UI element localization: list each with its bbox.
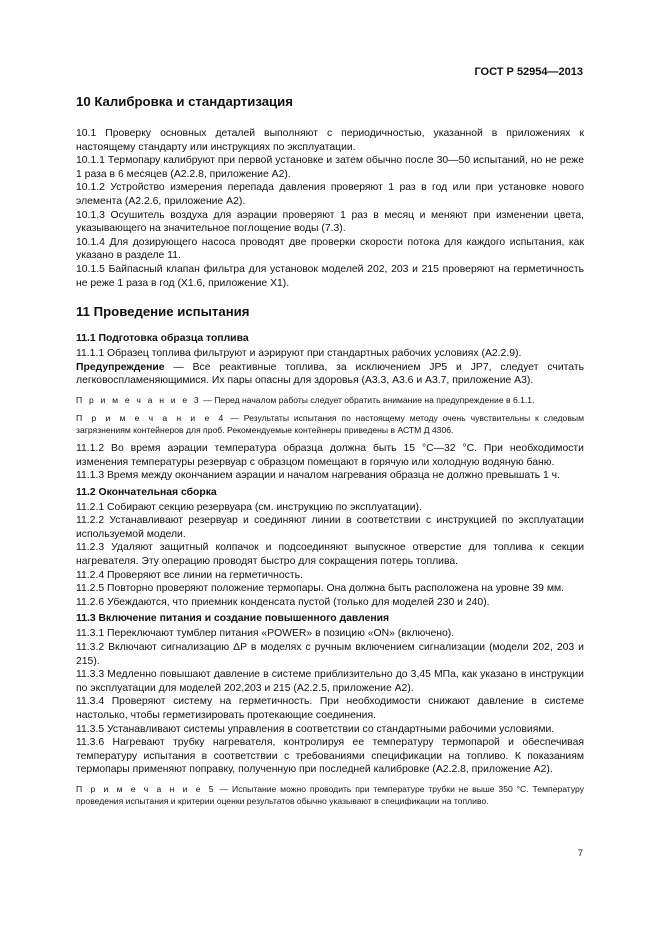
note-5-text: — Испытание можно проводить при температуре трубки не выше 350 °С. Температуру проведения испытания и критерии оценки результатов обычно указывают в спецификации на топливо. xyxy=(76,783,584,806)
section-10-title: 10 Калибровка и стандартизация xyxy=(76,94,293,109)
paragraph-11-2-6: 11.2.6 Убеждаются, что приемник конденсата пустой (только для моделей 230 и 240). xyxy=(76,596,490,608)
paragraph-11-3-3: 11.3.3 Медленно повышают давление в системе приблизительно до 3,45 МПа, как указано в инструкции по эксплуатации для моделей 202,203 и 215 (А2.2.5, приложение А2). xyxy=(76,669,584,694)
paragraph-11-1-3: 11.1.3 Время между окончанием аэрации и началом нагревания образца не должно превышать 1 ч. xyxy=(76,470,560,482)
paragraph-10-1-5: 10.1.5 Байпасный клапан фильтра для установок моделей 202, 203 и 215 проверяют на герметичность не реже 1 раза в год (Х1.6, приложение Х1). xyxy=(76,263,584,289)
paragraph-10-1-3: 10.1.3 Осушитель воздуха для аэрации проверяют 1 раз в месяц и меняют при изменении цвета, указывающего на значительное поглощение воды (7.3). xyxy=(76,209,584,235)
note-3-label: П р и м е ч а н и е 3 xyxy=(76,394,201,405)
paragraph-11-2-3: 11.2.3 Удаляют защитный колпачок и подсоединяют выпускное отверстие для топлива к секции нагревателя. Эту операцию проводят быстро для сокращения потерь топлива. xyxy=(76,542,584,568)
paragraph-10-1-1: 10.1.1 Термопару калибруют при первой установке и затем обычно после 30—50 испытаний, но не реже 1 раза в 6 месяцев (А2.2.8, приложение А2). xyxy=(76,155,584,180)
warning-label: Предупреждение xyxy=(76,361,165,373)
paragraph-11-2-4: 11.2.4 Проверяют все линии на герметичность. xyxy=(76,569,303,581)
page-number: 7 xyxy=(577,848,583,859)
paragraph-11-1-2: 11.1.2 Во время аэрации температура образца должна быть 15 °С—32 °С. При необходимости изменения температуры резервуар с образцом помещают в горячую или холодную водяную баню. xyxy=(76,442,584,468)
warning-paragraph xyxy=(76,361,584,388)
page-content xyxy=(76,92,584,807)
paragraph-10-1-4: 10.1.4 Для дозирующего насоса проводят две проверки скорости потока для каждого испытания, как указано в разделе 11. xyxy=(76,236,584,262)
note-4-text: — Результаты испытания по настоящему методу очень чувствительны к следовым загрязнениям контейнеров для проб. Рекомендуемые контейнеры приведены в АСТМ Д 4306. xyxy=(76,412,584,435)
subsection-11-1-title: 11.1 Подготовка образца топлива xyxy=(76,333,249,345)
paragraph-11-2-5: 11.2.5 Повторно проверяют положение термопары. Она должна быть расположена на уровне 39 мм. xyxy=(76,583,564,595)
subsection-11-2-title: 11.2 Окончательная сборка xyxy=(76,486,217,498)
note-5 xyxy=(76,783,584,807)
note-4-label: П р и м е ч а н и е 4 xyxy=(76,412,226,423)
paragraph-11-1-1: 11.1.1 Образец топлива фильтруют и аэрируют при стандартных рабочих условиях (А2.2.9). xyxy=(76,348,522,360)
note-3 xyxy=(76,394,584,406)
paragraph-10-1-2: 10.1.2 Устройство измерения перепада давления проверяют 1 раз в год или при установке нового элемента (А2.2.6, приложение А2). xyxy=(76,182,584,207)
paragraph-11-3-4: 11.3.4 Проверяют систему на герметичность. При необходимости снижают давление в системе настолько, чтобы герметизировать протекающие соединения. xyxy=(76,696,584,721)
warning-text: — Все реактивные топлива, за исключением JP5 и JP7, следует считать легковоспламеняющимися. Их пары опасны для здоровья (А3.3, А3.6 и А3.7, приложение А3). xyxy=(76,361,584,387)
paragraph-10-1: 10.1 Проверку основных деталей выполняют с периодичностью, указанной в приложениях к настоящему стандарту или инструкциях по эксплуатации. xyxy=(76,128,584,153)
section-11-title: 11 Проведение испытания xyxy=(76,304,250,320)
note-5-label: П р и м е ч а н и е 5 xyxy=(76,783,216,794)
paragraph-11-3-1: 11.3.1 Переключают тумблер питания «POWER» в позицию «ON» (включено). xyxy=(76,628,455,640)
note-4 xyxy=(76,412,584,436)
standard-number: ГОСТ Р 52954—2013 xyxy=(474,66,583,78)
note-3-text: — Перед началом работы следует обратить внимание на предупреждение в 6.1.1. xyxy=(200,394,535,405)
subsection-11-3-title: 11.3 Включение питания и создание повышенного давления xyxy=(76,613,390,625)
paragraph-11-3-6: 11.3.6 Нагревают трубку нагревателя, контролируя ее температуру термопарой и обеспечивая температуру испытания в соответствии с требованиями спецификации на топливо. К показаниям термопары применяют поправку, полученную при последней калибровке (А2.2.8, приложение А2). xyxy=(76,737,584,776)
paragraph-11-2-2: 11.2.2 Устанавливают резервуар и соединяют линии в соответствии с инструкцией по эксплуатации используемой модели. xyxy=(76,515,584,540)
paragraph-11-3-2: 11.3.2 Включают сигнализацию ΔP в моделях с ручным включением сигнализации (модели 202, 203 и 215). xyxy=(76,642,584,667)
paragraph-11-2-1: 11.2.1 Собирают секцию резервуара (см. инструкцию по эксплуатации). xyxy=(76,501,422,513)
paragraph-11-3-5: 11.3.5 Устанавливают системы управления в соответствии со стандартными рабочими условиями. xyxy=(76,723,555,735)
